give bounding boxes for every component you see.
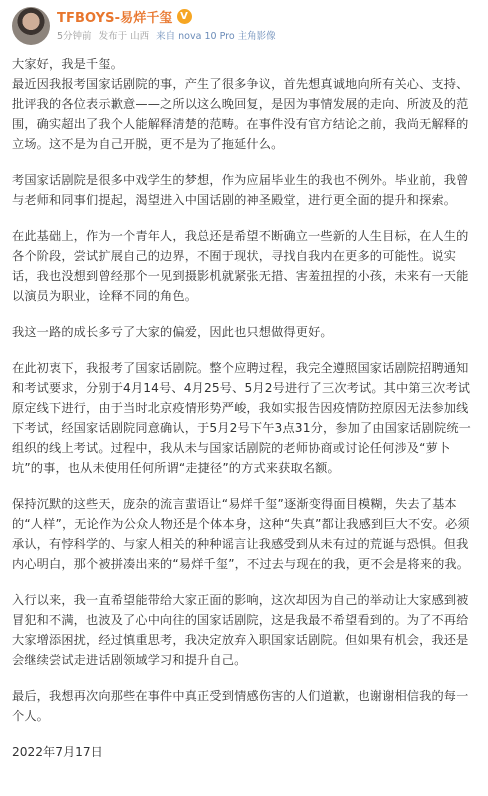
paragraph-1: 最近因我报考国家话剧院的事，产生了很多争议，首先想真诚地向所有关心、支持、批评我的各位表示歉意——之所以这么晚回复，是因为事情发展的走向、所波及的范围，确实超出了我个人能解释清楚的范畴。在事件没有官方结论之前，我尚无解释的立场。这不是为自己开脱，更不是为了拖延什么。 [12, 77, 469, 151]
post-time: 5分钟前 [57, 31, 92, 42]
greeting-text: 大家好，我是千玺。 [12, 57, 124, 71]
post-meta [57, 6, 280, 42]
paragraph-3: 在此基础上，作为一个青年人，我总还是希望不断确立一些新的人生目标，在人生的各个阶段，尝试扩展自己的边界，不囿于现状，寻找自我内在更多的可能性。说实话，我也没想到曾经那个一见到摄影机就紧张无措、害羞扭捏的小孩，未来有一天能以演员为职业，诠释不同的角色。 [12, 229, 469, 303]
post-body [12, 54, 480, 762]
post-subline [57, 28, 280, 42]
paragraph-6: 保持沉默的这些天，庞杂的流言蜚语让“易烊千玺”逐渐变得面目模糊，失去了基本的“人样”，无论作为公众人物还是个体本身，这种“失真”都让我感到巨大不安。必须承认，有悖科学的、与家人相关的种种谣言让我感受到从未有过的荒诞与恐惧。但我内心明白，那个被拼凑出来的“易烊千玺”，不过去与现在的我，更不会是将来的我。 [12, 497, 470, 571]
avatar[interactable] [12, 7, 50, 45]
paragraph-8: 最后，我想再次向那些在事件中真正受到情感伤害的人们道歉，也谢谢相信我的每一个人。 [12, 689, 469, 723]
paragraph-7: 入行以来，我一直希望能带给大家正面的影响，这次却因为自己的举动让大家感到被冒犯和不满，也波及了心中向往的国家话剧院，这是我最不希望看到的。为了不再给大家增添困扰，经过慎重思考，我决定放弃入职国家话剧院。但如果有机会，我还是会继续尝试走进话剧领域学习和提升自己。 [12, 593, 469, 667]
paragraph-5: 在此初衷下，我报考了国家话剧院。整个应聘过程，我完全遵照国家话剧院招聘通知和考试要求，分别于4月14号、4月25号、5月2号进行了三次考试。其中第三次考试原定线下进行，由于当时北京疫情形势严峻，我如实报告因疫情防控原因无法参加线下考试，经国家话剧院同意确认，于5月2号下午3点31分，参加了由国家话剧院统一组织的线上考试。过程中，我从未与国家话剧院的老师协商或讨论任何涉及“萝卜坑”的事，也从未使用任何所谓“走捷径”的方式来获取名额。 [12, 361, 471, 475]
post-header [12, 6, 480, 52]
paragraph-2: 考国家话剧院是很多中戏学生的梦想，作为应届毕业生的我也不例外。毕业前，我曾与老师和同事们提起，渴望进入中国话剧的神圣殿堂，进行更全面的提升和探索。 [12, 173, 469, 207]
post-date: 2022年7月17日 [12, 745, 103, 759]
author-row [57, 6, 280, 26]
post-location: 发布于 山西 [98, 31, 150, 42]
paragraph-4: 我这一路的成长多亏了大家的偏爱，因此也只想做得更好。 [12, 325, 333, 339]
post-source[interactable]: 来自 nova 10 Pro 主角影像 [156, 31, 276, 42]
verified-vip-icon: V [177, 9, 192, 24]
author-name[interactable]: TFBOYS-易烊千玺 [57, 10, 173, 26]
